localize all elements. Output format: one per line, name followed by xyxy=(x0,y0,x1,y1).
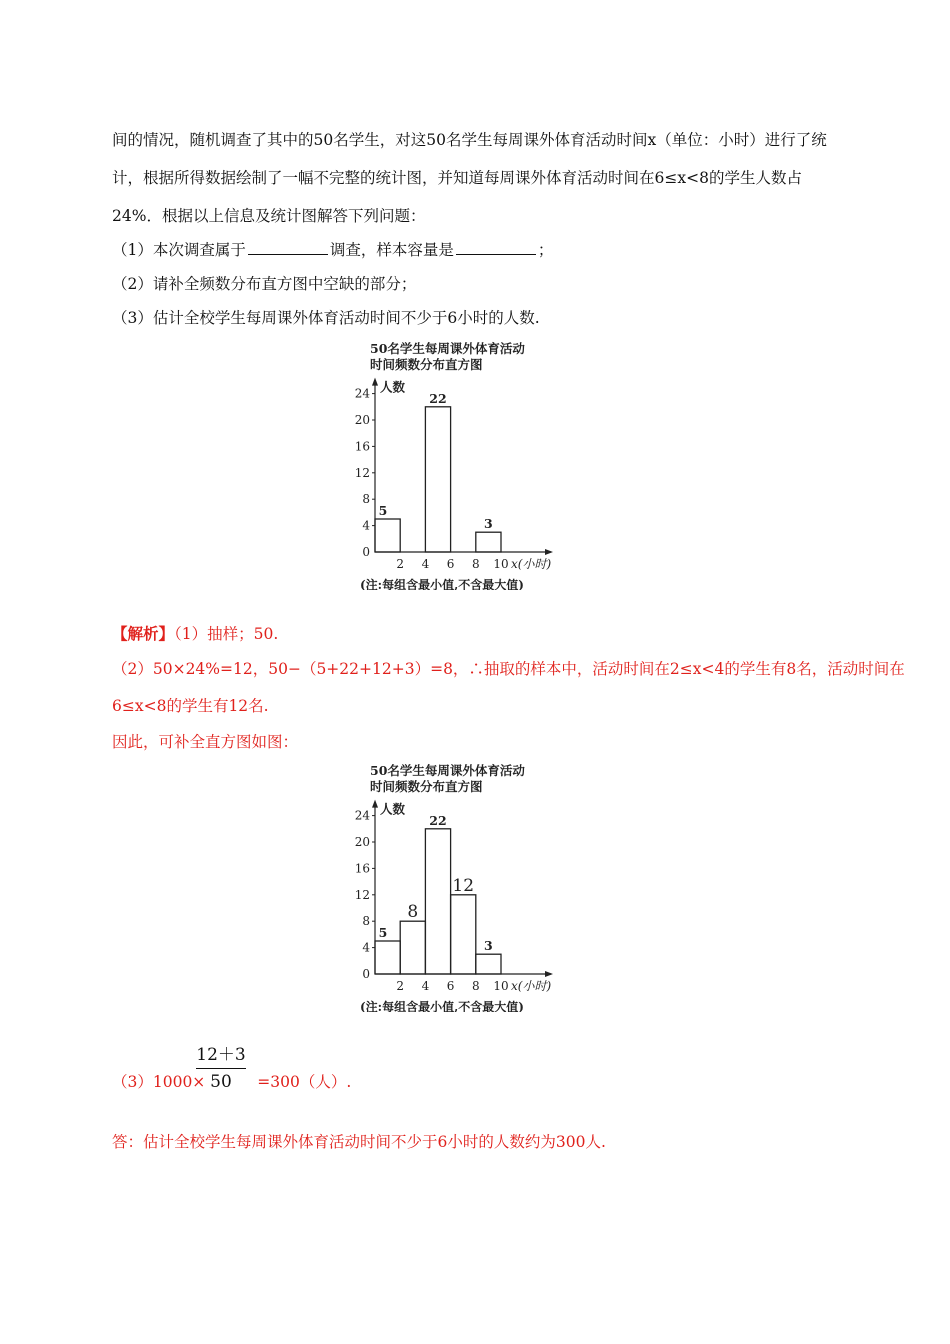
bar-value-label: 3 xyxy=(484,938,493,954)
solution-part-2a: （2）50×24%=12，50−（5+22+12+3）=8，∴抽取的样本中，活动时间在2≤x<4的学生有8名，活动时间在 xyxy=(112,660,905,678)
x-tick-label: 10 xyxy=(493,979,509,993)
y-tick-label: 24 xyxy=(354,386,370,401)
bar-value-label: 22 xyxy=(429,390,447,406)
solution-3-suffix: =300（人）. xyxy=(257,1073,352,1091)
x-tick-label: 4 xyxy=(421,979,430,993)
bar-value-label: 3 xyxy=(484,516,493,532)
question-line-2: 计，根据所得数据绘制了一幅不完整的统计图，并知道每周课外体育活动时间在6≤x<8的学生人数占 xyxy=(112,169,802,187)
histogram-complete-svg xyxy=(348,762,598,1012)
x-axis-label: x(小时) xyxy=(511,979,552,993)
x-tick-label: 4 xyxy=(421,557,430,571)
question-line-1: 间的情况，随机调查了其中的50名学生，对这50名学生每周课外体育活动时间x（单位：小时）进行了统 xyxy=(112,131,827,149)
question-1-part-c: ； xyxy=(537,241,554,259)
x-tick-label: 10 xyxy=(493,557,509,571)
x-tick-label: 2 xyxy=(396,979,405,993)
histogram-bar xyxy=(375,519,400,552)
x-axis-arrow xyxy=(545,971,553,977)
question-1-part-b: 调查，样本容量是 xyxy=(329,241,454,259)
fraction-bar xyxy=(196,1068,246,1069)
bar-value-label: 12 xyxy=(452,875,475,896)
solution-part-2b: 6≤x<8的学生有12名. xyxy=(112,697,269,715)
answer-blank-2 xyxy=(456,240,536,255)
y-tick-label: 16 xyxy=(354,439,370,454)
fraction-denominator: 50 xyxy=(210,1072,232,1092)
histogram-bar xyxy=(476,954,501,974)
x-tick-label: 6 xyxy=(446,557,455,571)
y-tick-label: 4 xyxy=(362,940,370,955)
x-tick-label: 8 xyxy=(471,557,480,571)
solution-part-3 xyxy=(112,1070,351,1092)
histogram-bar xyxy=(425,829,450,974)
y-axis-arrow xyxy=(372,800,378,808)
answer-blank-1 xyxy=(248,240,328,255)
histogram-bar xyxy=(375,941,400,974)
y-tick-label: 8 xyxy=(362,492,370,507)
x-tick-label: 6 xyxy=(446,979,455,993)
y-tick-label: 0 xyxy=(362,545,370,559)
y-tick-label: 20 xyxy=(354,413,370,427)
y-tick-label: 16 xyxy=(354,861,370,876)
y-tick-label: 12 xyxy=(354,887,370,902)
y-axis-label: 人数 xyxy=(380,801,406,817)
bar-value-label: 5 xyxy=(378,503,388,518)
histogram-incomplete xyxy=(348,340,598,594)
solution-1-text: （1）抽样；50. xyxy=(174,625,279,643)
question-2: （2）请补全频数分布直方图中空缺的部分； xyxy=(112,275,417,293)
solution-tag: 【解析】 xyxy=(112,624,175,643)
x-axis-label: x(小时) xyxy=(511,557,552,571)
histogram-incomplete-svg xyxy=(348,340,598,590)
x-tick-label: 2 xyxy=(396,557,405,571)
y-axis-arrow xyxy=(372,378,378,386)
chart-title-line-2: 时间频数分布直方图 xyxy=(370,357,483,372)
final-answer: 答：估计全校学生每周课外体育活动时间不少于6小时的人数约为300人. xyxy=(112,1133,606,1151)
bar-value-label: 22 xyxy=(429,812,447,828)
y-tick-label: 4 xyxy=(362,518,370,533)
question-line-3: 24%．根据以上信息及统计图解答下列问题： xyxy=(112,207,426,225)
y-tick-label: 8 xyxy=(362,914,370,929)
x-tick-label: 8 xyxy=(471,979,480,993)
histogram-bar xyxy=(425,407,450,552)
chart-note: (注:每组含最小值,不含最大值) xyxy=(360,578,524,590)
solution-part-2c: 因此，可补全直方图如图： xyxy=(112,733,299,751)
chart-note: (注:每组含最小值,不含最大值) xyxy=(360,1000,524,1012)
chart-title-line-2: 时间频数分布直方图 xyxy=(370,779,483,794)
histogram-complete xyxy=(348,762,598,1016)
question-1 xyxy=(112,238,553,260)
y-axis-label: 人数 xyxy=(380,379,406,395)
fraction-numerator: 12＋3 xyxy=(196,1045,246,1065)
solution-3-prefix: （3）1000× xyxy=(112,1073,206,1091)
y-tick-label: 24 xyxy=(354,808,370,823)
histogram-bar xyxy=(451,895,476,974)
y-tick-label: 0 xyxy=(362,967,370,981)
question-3: （3）估计全校学生每周课外体育活动时间不少于6小时的人数. xyxy=(112,309,540,327)
y-tick-label: 20 xyxy=(354,835,370,849)
histogram-bar xyxy=(400,921,425,974)
bar-value-label: 5 xyxy=(378,925,388,940)
y-tick-label: 12 xyxy=(354,465,370,480)
solution-part-1 xyxy=(112,622,278,644)
question-1-part-a: （1）本次调查属于 xyxy=(112,241,246,259)
chart-title-line-1: 50名学生每周课外体育活动 xyxy=(370,341,525,356)
x-axis-arrow xyxy=(545,549,553,555)
histogram-bar xyxy=(476,532,501,552)
chart-title-line-1: 50名学生每周课外体育活动 xyxy=(370,763,525,778)
bar-value-label: 8 xyxy=(407,902,419,923)
